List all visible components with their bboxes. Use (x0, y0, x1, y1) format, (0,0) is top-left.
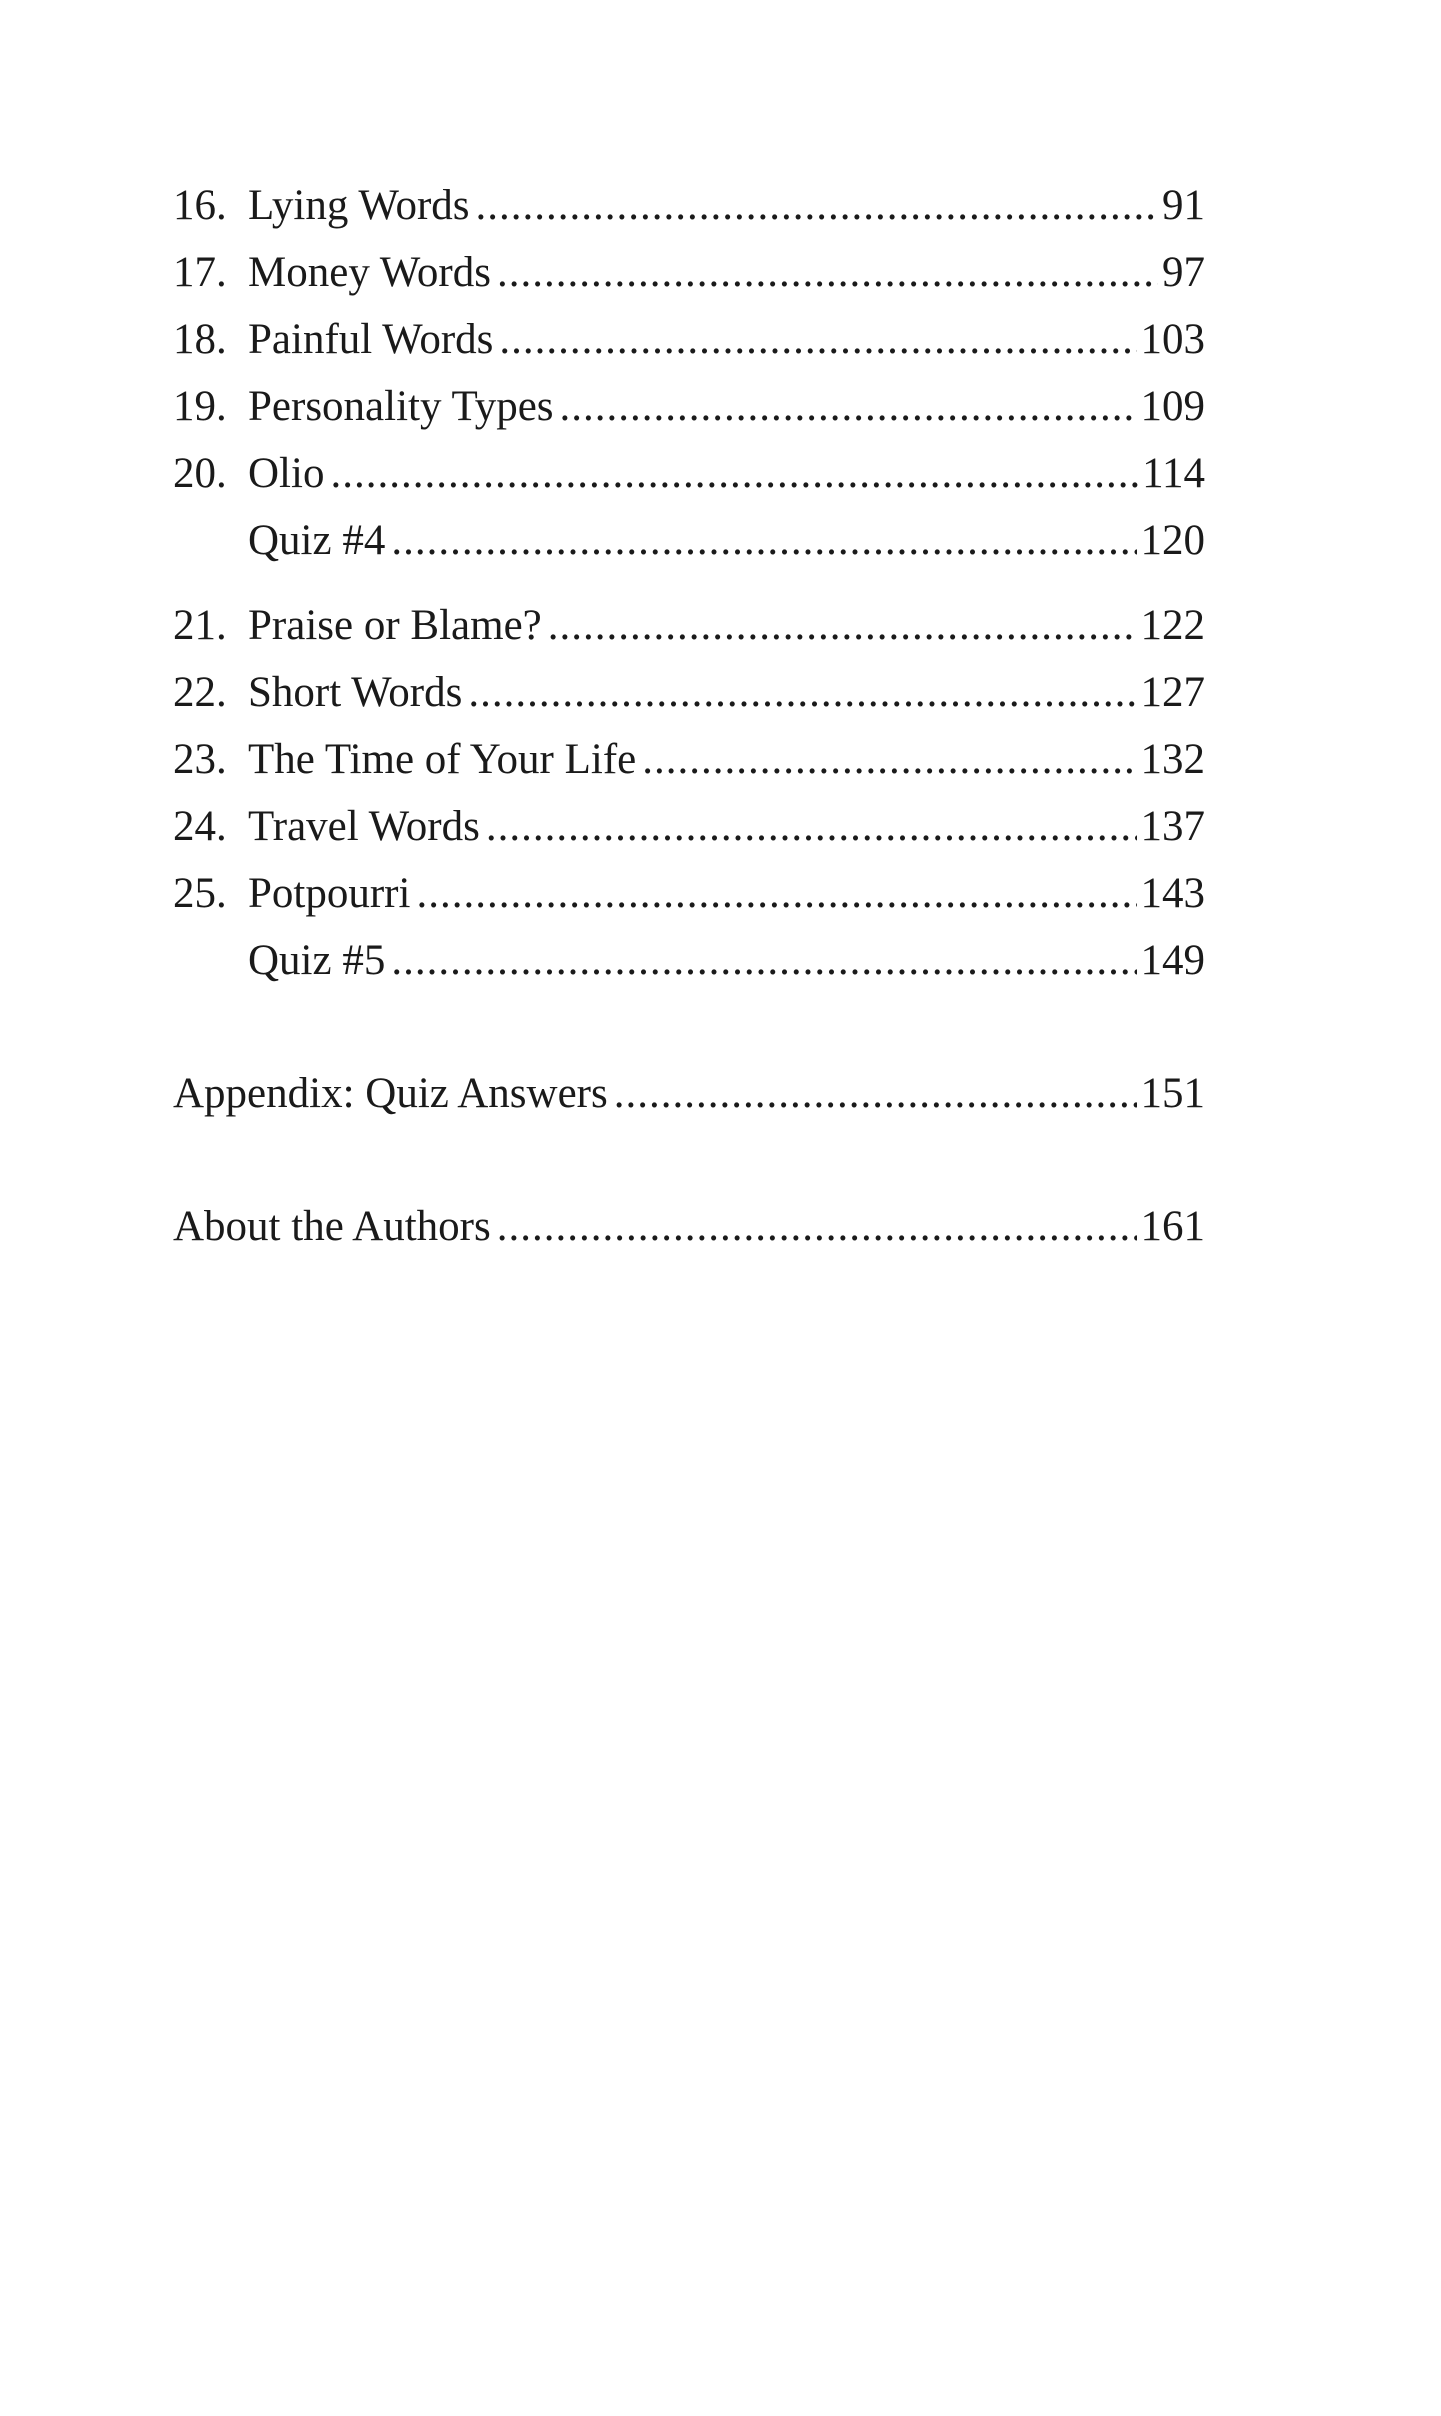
dot-leader (548, 592, 1137, 659)
entry-page: 122 (1140, 602, 1205, 649)
entry-title: Potpourri (248, 870, 411, 917)
entry-title: Quiz #5 (248, 937, 386, 984)
entry-title: The Time of Your Life (248, 736, 637, 783)
entry-number: 18. (173, 316, 227, 363)
entry-page: 137 (1140, 803, 1205, 850)
dot-leader (499, 306, 1136, 373)
entry-title: Lying Words (248, 182, 470, 229)
entry-title: Personality Types (248, 383, 554, 430)
entry-number: 21. (173, 602, 227, 649)
entry-page: 109 (1140, 383, 1205, 430)
entry-title: Money Words (248, 249, 491, 296)
dot-leader (330, 440, 1138, 507)
entry-page: 91 (1162, 182, 1205, 229)
dot-leader (391, 927, 1136, 994)
entry-title: About the Authors (173, 1203, 491, 1250)
toc-entry-about-authors[interactable] (173, 1193, 1205, 1260)
entry-title: Quiz #4 (248, 517, 386, 564)
toc-entry-24[interactable] (173, 793, 1205, 860)
dot-leader (614, 1060, 1137, 1127)
entry-page: 161 (1140, 1203, 1205, 1250)
entry-number: 19. (173, 383, 227, 430)
entry-title: Short Words (248, 669, 463, 716)
dot-leader (642, 726, 1136, 793)
toc-entry-25[interactable] (173, 860, 1205, 927)
entry-number: 20. (173, 450, 227, 497)
dot-leader (497, 239, 1158, 306)
entry-number: 17. (173, 249, 227, 296)
entry-page: 97 (1162, 249, 1205, 296)
dot-leader (416, 860, 1136, 927)
entry-title: Travel Words (248, 803, 480, 850)
entry-title: Praise or Blame? (248, 602, 542, 649)
entry-number: 23. (173, 736, 227, 783)
toc-entry-22[interactable] (173, 659, 1205, 726)
section-spacer (173, 574, 1205, 592)
section-spacer (173, 994, 1205, 1060)
entry-page: 114 (1142, 450, 1205, 497)
entry-page: 103 (1140, 316, 1205, 363)
entry-page: 120 (1140, 517, 1205, 564)
entry-page: 132 (1140, 736, 1205, 783)
dot-leader (486, 793, 1137, 860)
toc-entry-16[interactable] (173, 172, 1205, 239)
entry-number: 16. (173, 182, 227, 229)
toc-entry-23[interactable] (173, 726, 1205, 793)
toc-entry-quiz-5[interactable] (173, 927, 1205, 994)
toc-entry-quiz-4[interactable] (173, 507, 1205, 574)
section-spacer (173, 1127, 1205, 1193)
entry-page: 149 (1140, 937, 1205, 984)
entry-title: Painful Words (248, 316, 494, 363)
toc-entry-19[interactable] (173, 373, 1205, 440)
toc-entry-20[interactable] (173, 440, 1205, 507)
toc-entry-18[interactable] (173, 306, 1205, 373)
table-of-contents (173, 172, 1205, 1260)
entry-page: 127 (1140, 669, 1205, 716)
entry-number: 22. (173, 669, 227, 716)
dot-leader (391, 507, 1136, 574)
dot-leader (476, 172, 1158, 239)
dot-leader (497, 1193, 1137, 1260)
toc-entry-17[interactable] (173, 239, 1205, 306)
entry-number: 25. (173, 870, 227, 917)
dot-leader (468, 659, 1136, 726)
toc-entry-appendix[interactable] (173, 1060, 1205, 1127)
toc-entry-21[interactable] (173, 592, 1205, 659)
entry-page: 151 (1140, 1070, 1205, 1117)
entry-title: Appendix: Quiz Answers (173, 1070, 608, 1117)
entry-title: Olio (248, 450, 325, 497)
dot-leader (560, 373, 1137, 440)
entry-number: 24. (173, 803, 227, 850)
entry-page: 143 (1140, 870, 1205, 917)
